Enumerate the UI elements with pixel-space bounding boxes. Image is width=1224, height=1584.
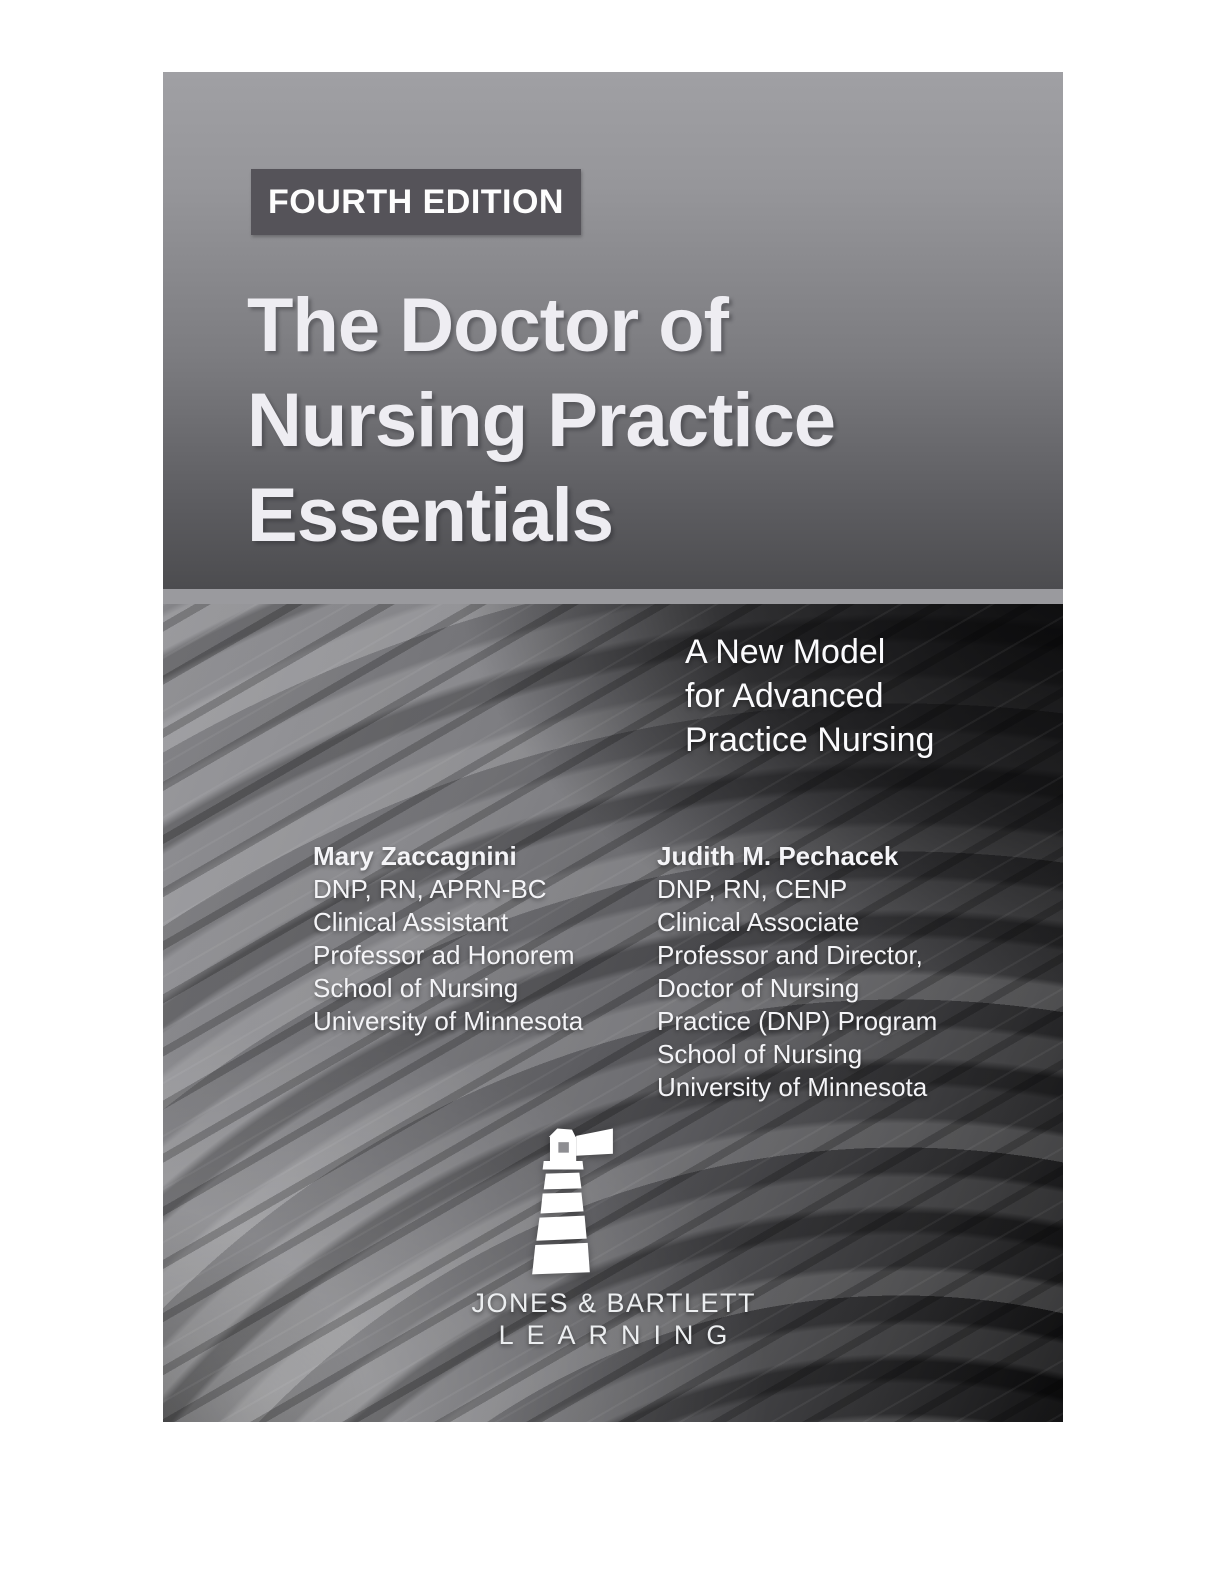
lighthouse-icon: [529, 1128, 615, 1278]
book-title: [247, 278, 835, 563]
edition-badge-label: FOURTH EDITION: [268, 182, 564, 221]
publisher-name: JONES & BARTLETT: [471, 1288, 757, 1318]
title-line-1: The Doctor of: [247, 283, 728, 368]
author-title-line: Clinical Assistant: [313, 907, 509, 937]
title-line-3: Essentials: [247, 473, 613, 558]
author-title-line: Doctor of Nursing: [657, 973, 860, 1003]
author-credentials: DNP, RN, APRN-BC: [313, 874, 547, 904]
book-cover: [163, 72, 1063, 1422]
book-subtitle: [685, 630, 934, 762]
publisher-logo: [163, 1128, 1063, 1351]
subtitle-line-2: for Advanced: [685, 677, 884, 715]
author-block-right: [657, 840, 937, 1104]
cover-top-section: [163, 72, 1063, 589]
author-title-line: Professor ad Honorem: [313, 940, 575, 970]
author-title-line: University of Minnesota: [313, 1006, 584, 1036]
subtitle-line-3: Practice Nursing: [685, 721, 935, 759]
author-block-left: [313, 840, 583, 1038]
subtitle-line-1: A New Model: [685, 633, 886, 671]
author-title-line: Clinical Associate: [657, 907, 860, 937]
author-title-line: Practice (DNP) Program: [657, 1006, 938, 1036]
author-title-line: University of Minnesota: [657, 1072, 928, 1102]
author-name: Judith M. Pechacek: [657, 841, 899, 871]
title-line-2: Nursing Practice: [247, 378, 835, 463]
author-credentials: DNP, RN, CENP: [657, 874, 848, 904]
cover-bottom-section: [163, 604, 1063, 1422]
separator-bar: [163, 589, 1063, 604]
author-name: Mary Zaccagnini: [313, 841, 517, 871]
author-title-line: Professor and Director,: [657, 940, 923, 970]
edition-badge: [251, 169, 581, 235]
author-title-line: School of Nursing: [657, 1039, 863, 1069]
author-title-line: School of Nursing: [313, 973, 519, 1003]
publisher-sub-name: LEARNING: [498, 1320, 741, 1350]
